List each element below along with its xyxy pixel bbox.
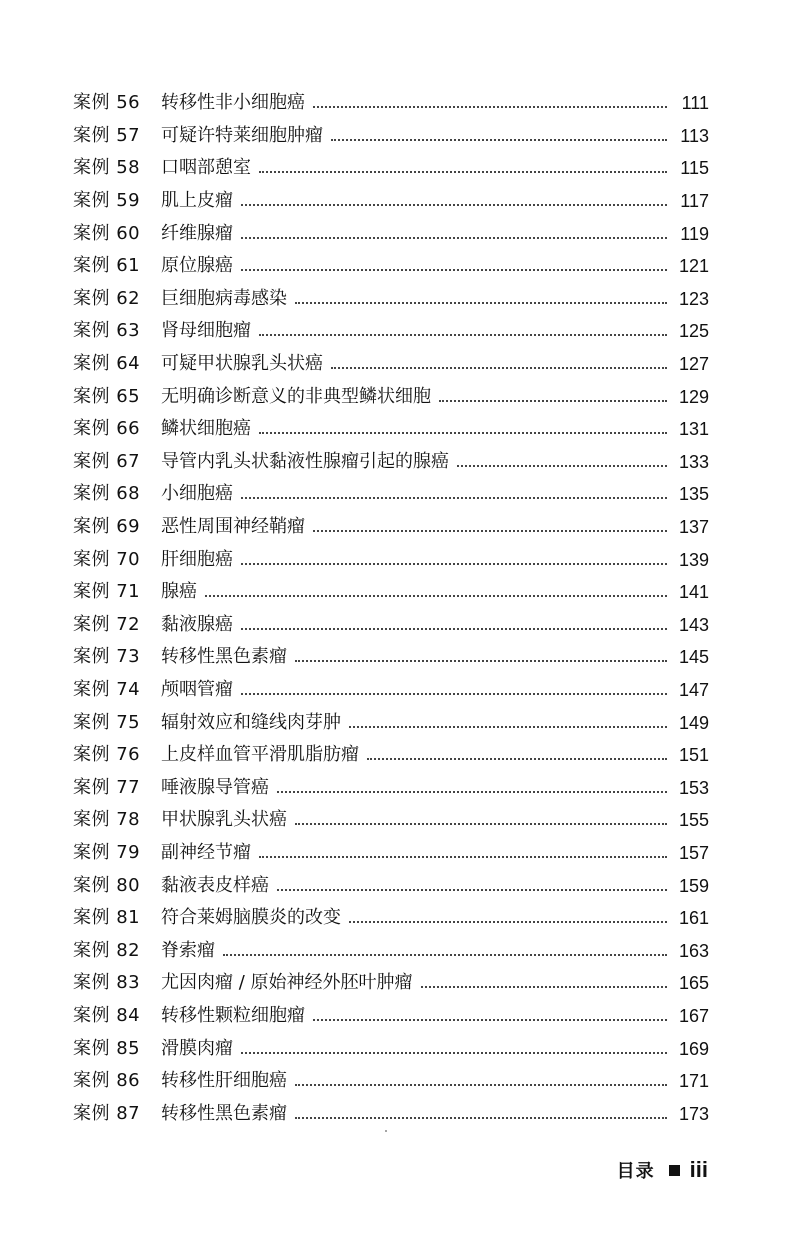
case-label: 案例 78 (73, 809, 141, 831)
toc-entry[interactable] (73, 706, 709, 739)
entry-title: 可疑甲状腺乳头状癌 (161, 353, 323, 375)
dot-leader (421, 986, 667, 988)
dot-leader (295, 660, 667, 662)
entry-title: 肝细胞癌 (161, 548, 233, 570)
entry-title: 腺癌 (161, 581, 197, 603)
case-label: 案例 79 (73, 841, 141, 863)
toc-entry[interactable] (73, 576, 709, 609)
page-number: 155 (678, 810, 709, 831)
toc-entry[interactable] (73, 152, 709, 185)
toc-entry[interactable] (73, 380, 709, 413)
case-label: 案例 80 (73, 874, 141, 896)
page-number: 143 (678, 614, 709, 635)
page-number: 171 (678, 1071, 709, 1092)
dot-leader (259, 334, 667, 336)
table-of-contents (73, 87, 709, 1130)
toc-entry[interactable] (73, 674, 709, 707)
page-number: 153 (678, 777, 709, 798)
toc-entry[interactable] (73, 609, 709, 642)
case-label: 案例 77 (73, 776, 141, 798)
entry-title: 甲状腺乳头状癌 (161, 809, 287, 831)
page-number: 137 (678, 517, 709, 538)
entry-title: 小细胞癌 (161, 483, 233, 505)
page-footer (0, 1157, 708, 1183)
dot-leader (277, 791, 667, 793)
dot-leader (241, 497, 667, 499)
entry-title: 颅咽管瘤 (161, 678, 233, 700)
page-number: 145 (678, 647, 709, 668)
toc-entry[interactable] (73, 967, 709, 1000)
entry-title: 可疑许特莱细胞肿瘤 (161, 124, 323, 146)
page-number: 151 (678, 745, 709, 766)
page-number: 157 (678, 842, 709, 863)
page-number: 165 (678, 973, 709, 994)
page-number: 117 (680, 191, 709, 212)
dot-leader (241, 269, 667, 271)
case-label: 案例 85 (73, 1037, 141, 1059)
toc-entry[interactable] (73, 413, 709, 446)
dot-leader (259, 171, 667, 173)
case-label: 案例 84 (73, 1004, 141, 1026)
page-number: 141 (678, 582, 709, 603)
toc-entry[interactable] (73, 315, 709, 348)
toc-entry[interactable] (73, 739, 709, 772)
entry-title: 尤因肉瘤 / 原始神经外胚叶肿瘤 (161, 972, 413, 994)
toc-entry[interactable] (73, 771, 709, 804)
entry-title: 黏液腺癌 (161, 613, 233, 635)
toc-entry[interactable] (73, 837, 709, 870)
page-number: 113 (680, 125, 709, 146)
dot-leader (223, 954, 667, 956)
dot-leader (241, 563, 667, 565)
toc-entry[interactable] (73, 283, 709, 316)
toc-entry[interactable] (73, 348, 709, 381)
case-label: 案例 69 (73, 516, 141, 538)
case-label: 案例 81 (73, 907, 141, 929)
case-label: 案例 61 (73, 255, 141, 277)
entry-title: 无明确诊断意义的非典型鳞状细胞 (161, 385, 431, 407)
dot-leader (457, 465, 667, 467)
toc-entry[interactable] (73, 250, 709, 283)
page-number: 139 (678, 549, 709, 570)
footer-section-title: 目录 (616, 1161, 655, 1182)
scan-speck (385, 1130, 387, 1132)
dot-leader (295, 1084, 667, 1086)
case-label: 案例 74 (73, 678, 141, 700)
case-label: 案例 68 (73, 483, 141, 505)
entry-title: 转移性非小细胞癌 (161, 92, 305, 114)
case-label: 案例 72 (73, 613, 141, 635)
toc-entry[interactable] (73, 120, 709, 153)
dot-leader (259, 432, 667, 434)
case-label: 案例 87 (73, 1102, 141, 1124)
case-label: 案例 67 (73, 450, 141, 472)
dot-leader (295, 302, 667, 304)
entry-title: 口咽部憩室 (161, 157, 251, 179)
page-number: 127 (678, 354, 709, 375)
case-label: 案例 71 (73, 581, 141, 603)
page-number: 163 (678, 940, 709, 961)
page-number: 133 (678, 451, 709, 472)
case-label: 案例 57 (73, 124, 141, 146)
page-number: 121 (678, 256, 709, 277)
dot-leader (241, 204, 667, 206)
entry-title: 转移性黑色素瘤 (161, 1102, 287, 1124)
entry-title: 恶性周围神经鞘瘤 (161, 516, 305, 538)
case-label: 案例 82 (73, 939, 141, 961)
page-number: 115 (680, 158, 709, 179)
entry-title: 肾母细胞瘤 (161, 320, 251, 342)
toc-entry[interactable] (73, 446, 709, 479)
dot-leader (349, 921, 667, 923)
dot-leader (277, 889, 667, 891)
page-number: 173 (678, 1103, 709, 1124)
entry-title: 副神经节瘤 (161, 841, 251, 863)
footer-page-number: iii (689, 1157, 708, 1182)
case-label: 案例 58 (73, 157, 141, 179)
page-number: 131 (678, 419, 709, 440)
dot-leader (241, 628, 667, 630)
dot-leader (241, 1052, 667, 1054)
dot-leader (259, 856, 667, 858)
entry-title: 巨细胞病毒感染 (161, 287, 287, 309)
case-label: 案例 65 (73, 385, 141, 407)
page-number: 125 (678, 321, 709, 342)
case-label: 案例 62 (73, 287, 141, 309)
toc-entry[interactable] (73, 869, 709, 902)
entry-title: 肌上皮瘤 (161, 190, 233, 212)
dot-leader (205, 595, 667, 597)
toc-entry[interactable] (73, 804, 709, 837)
dot-leader (331, 139, 667, 141)
entry-title: 黏液表皮样癌 (161, 874, 269, 896)
page-number: 161 (678, 908, 709, 929)
toc-entry[interactable] (73, 185, 709, 218)
dot-leader (241, 237, 667, 239)
toc-entry[interactable] (73, 87, 709, 120)
toc-entry[interactable] (73, 1097, 709, 1130)
entry-title: 滑膜肉瘤 (161, 1037, 233, 1059)
case-label: 案例 64 (73, 353, 141, 375)
toc-entry[interactable] (73, 217, 709, 250)
entry-title: 鳞状细胞癌 (161, 418, 251, 440)
entry-title: 转移性肝细胞癌 (161, 1070, 287, 1092)
entry-title: 转移性颗粒细胞瘤 (161, 1004, 305, 1026)
case-label: 案例 59 (73, 190, 141, 212)
page-number: 159 (678, 875, 709, 896)
dot-leader (313, 1019, 667, 1021)
case-label: 案例 70 (73, 548, 141, 570)
entry-title: 上皮样血管平滑肌脂肪瘤 (161, 744, 359, 766)
toc-entry[interactable] (73, 934, 709, 967)
dot-leader (313, 106, 667, 108)
dot-leader (349, 726, 667, 728)
page-number: 167 (678, 1005, 709, 1026)
page-number: 135 (678, 484, 709, 505)
page-number: 129 (678, 386, 709, 407)
case-label: 案例 83 (73, 972, 141, 994)
dot-leader (295, 1117, 667, 1119)
case-label: 案例 73 (73, 646, 141, 668)
dot-leader (367, 758, 667, 760)
case-label: 案例 66 (73, 418, 141, 440)
case-label: 案例 63 (73, 320, 141, 342)
toc-entry[interactable] (73, 1000, 709, 1033)
page-number: 149 (678, 712, 709, 733)
case-label: 案例 86 (73, 1070, 141, 1092)
dot-leader (439, 400, 667, 402)
entry-title: 原位腺癌 (161, 255, 233, 277)
entry-title: 符合莱姆脑膜炎的改变 (161, 907, 341, 929)
case-label: 案例 75 (73, 711, 141, 733)
case-label: 案例 76 (73, 744, 141, 766)
entry-title: 脊索瘤 (161, 939, 215, 961)
page-number: 119 (680, 223, 709, 244)
entry-title: 导管内乳头状黏液性腺瘤引起的腺癌 (161, 450, 449, 472)
page-number: 169 (678, 1038, 709, 1059)
dot-leader (241, 693, 667, 695)
dot-leader (331, 367, 667, 369)
entry-title: 纤维腺瘤 (161, 222, 233, 244)
toc-entry[interactable] (73, 511, 709, 544)
toc-entry[interactable] (73, 478, 709, 511)
page-number: 147 (678, 679, 709, 700)
page-number: 123 (678, 288, 709, 309)
toc-entry[interactable] (73, 1032, 709, 1065)
toc-entry[interactable] (73, 1065, 709, 1098)
page-number: 111 (681, 93, 709, 114)
dot-leader (313, 530, 667, 532)
case-label: 案例 56 (73, 92, 141, 114)
dot-leader (295, 823, 667, 825)
entry-title: 转移性黑色素瘤 (161, 646, 287, 668)
toc-entry[interactable] (73, 902, 709, 935)
entry-title: 辐射效应和缝线肉芽肿 (161, 711, 341, 733)
square-bullet-icon (669, 1165, 680, 1176)
toc-entry[interactable] (73, 543, 709, 576)
entry-title: 唾液腺导管癌 (161, 776, 269, 798)
case-label: 案例 60 (73, 222, 141, 244)
toc-entry[interactable] (73, 641, 709, 674)
